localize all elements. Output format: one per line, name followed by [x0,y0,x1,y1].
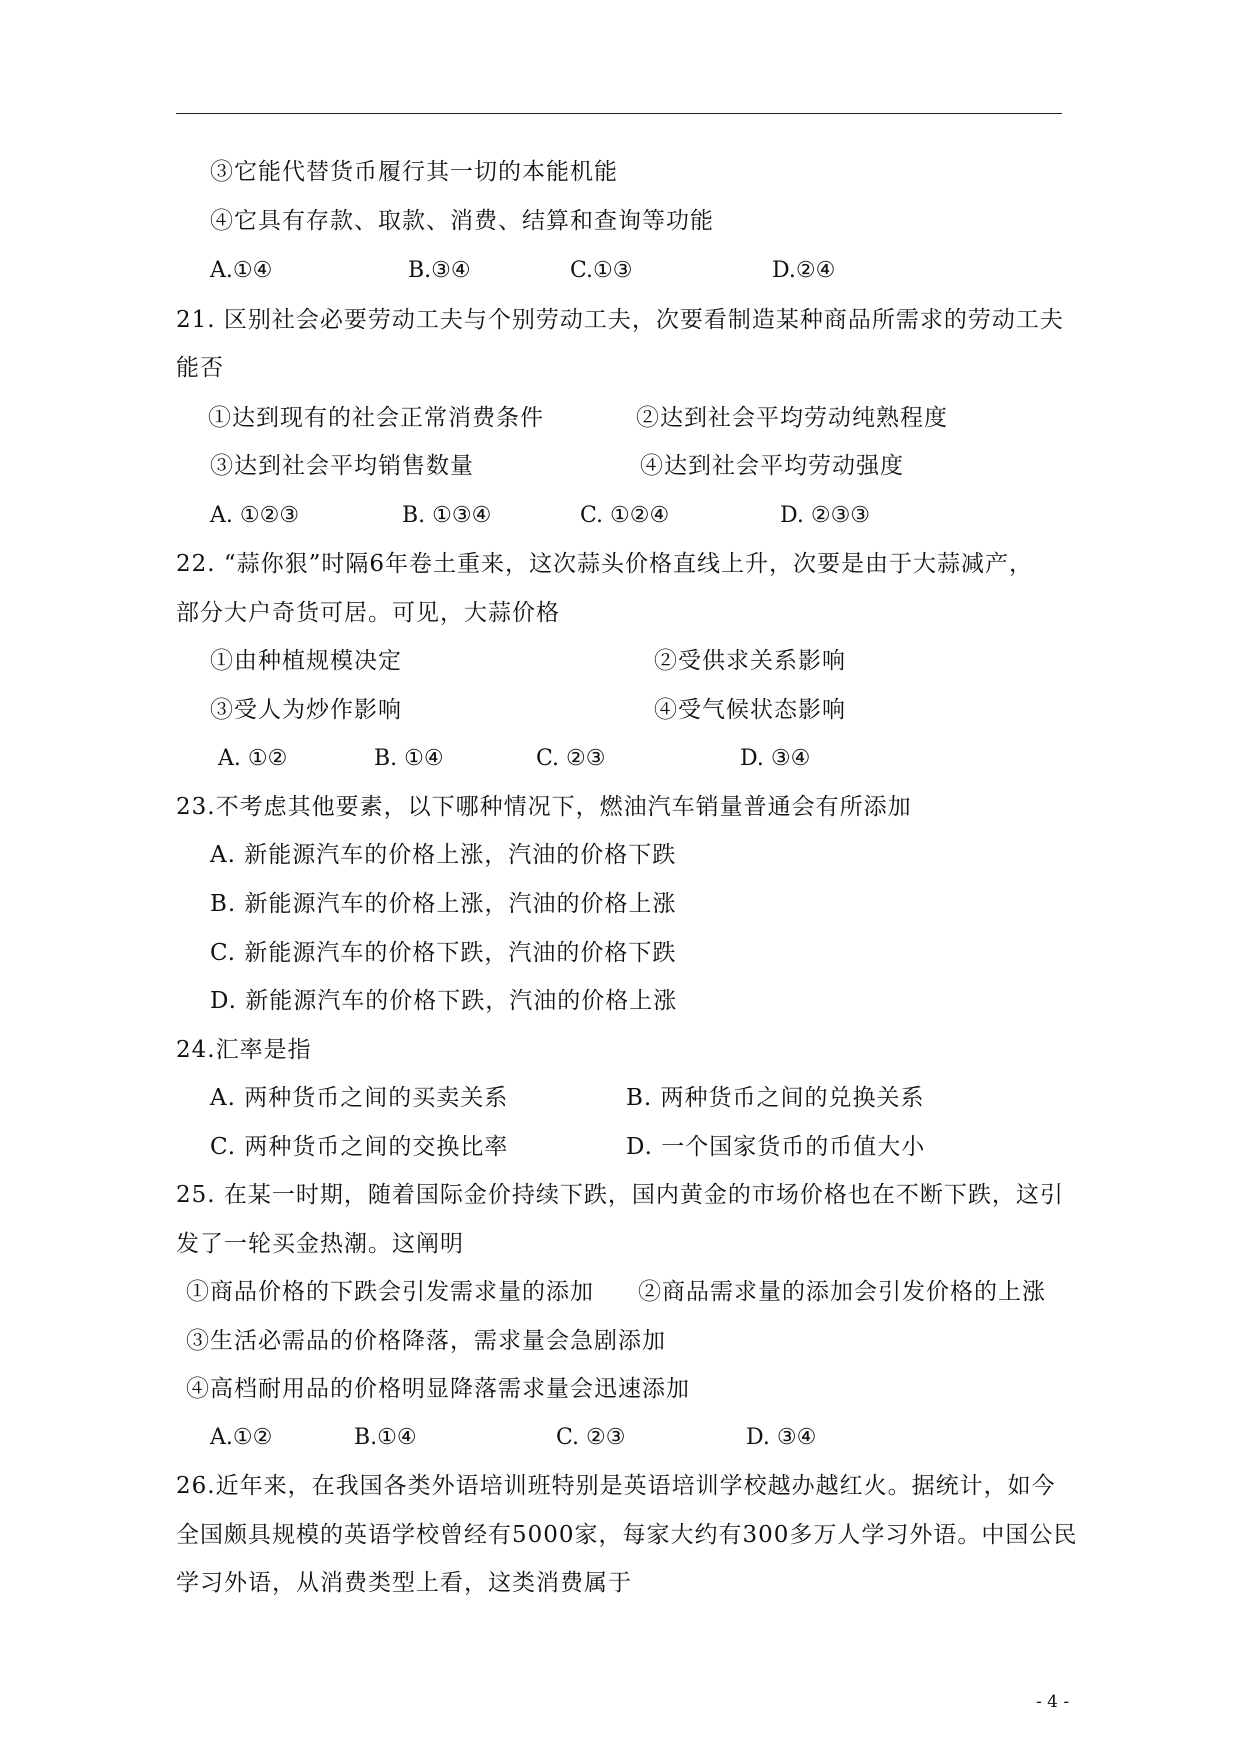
q22-stem-line-2: 部分大户奇货可居。可见，大蒜价格 [176,600,560,626]
q21-option-d: D. ②③③ [780,503,871,528]
q20-option-c: C.①③ [570,258,633,283]
q20-option-b: B.③④ [408,258,471,283]
q22-option-b: B. ①④ [374,746,444,771]
q20-item-4: ④它具有存款、取款、消费、结算和查询等功能 [210,208,714,234]
q20-option-a: A.①④ [210,258,273,283]
q24-option-c: C. 两种货币之间的交换比率 [210,1134,509,1160]
q24-stem: 24.汇率是指 [176,1037,312,1063]
header-rule [176,113,1062,114]
q25-option-a: A.①② [210,1425,273,1450]
q22-option-c: C. ②③ [536,746,606,771]
q22-item-4: ④受气候状态影响 [654,697,846,723]
q26-stem-line-3: 学习外语，从消费类型上看，这类消费属于 [176,1570,632,1596]
q21-option-b: B. ①③④ [402,503,492,528]
q24-option-d: D. 一个国家货币的币值大小 [626,1134,926,1160]
q21-option-c: C. ①②④ [580,503,670,528]
q22-item-3: ③受人为炒作影响 [210,697,402,723]
q21-item-3: ③达到社会平均销售数量 [210,453,474,479]
q26-stem-line-2: 全国颇具规模的英语学校曾经有5000家，每家大约有300多万人学习外语。中国公民 [176,1522,1078,1548]
q21-option-a: A. ①②③ [210,503,300,528]
q20-item-3: ③它能代替货币履行其一切的本能机能 [210,159,618,185]
page-number: - 4 - [1036,1692,1070,1712]
q25-option-d: D. ③④ [746,1425,817,1450]
q22-option-d: D. ③④ [740,746,811,771]
q23-stem: 23.不考虑其他要素，以下哪种情况下，燃油汽车销量普通会有所添加 [176,794,912,820]
q21-item-4: ④达到社会平均劳动强度 [640,453,904,479]
q25-item-4: ④高档耐用品的价格明显降落需求量会迅速添加 [186,1376,690,1402]
q22-item-2: ②受供求关系影响 [654,648,846,674]
q24-option-a: A. 两种货币之间的买卖关系 [210,1085,509,1111]
q20-option-d: D.②④ [772,258,836,283]
q25-item-1: ①商品价格的下跌会引发需求量的添加 [186,1279,594,1305]
q23-option-b: B. 新能源汽车的价格上涨，汽油的价格上涨 [210,891,677,917]
q25-option-b: B.①④ [354,1425,417,1450]
q26-stem-line-1: 26.近年来，在我国各类外语培训班特别是英语培训学校越办越红火。据统计，如今 [176,1473,1056,1499]
q25-item-3: ③生活必需品的价格降落，需求量会急剧添加 [186,1328,666,1354]
q23-option-c: C. 新能源汽车的价格下跌，汽油的价格下跌 [210,940,677,966]
q25-item-2: ②商品需求量的添加会引发价格的上涨 [638,1279,1046,1305]
q22-item-1: ①由种植规模决定 [210,648,402,674]
q25-stem-line-2: 发了一轮买金热潮。这阐明 [176,1231,464,1257]
q21-stem-line-1: 21. 区别社会必要劳动工夫与个别劳动工夫，次要看制造某种商品所需求的劳动工夫 [176,307,1064,333]
q23-option-a: A. 新能源汽车的价格上涨，汽油的价格下跌 [210,842,677,868]
q23-option-d: D. 新能源汽车的价格下跌，汽油的价格上涨 [210,988,678,1014]
q22-stem-line-1: 22. “蒜你狠”时隔6年卷土重来，这次蒜头价格直线上升，次要是由于大蒜减产， [176,551,1034,577]
q25-stem-line-1: 25. 在某一时期，随着国际金价持续下跌，国内黄金的市场价格也在不断下跌，这引 [176,1182,1064,1208]
q21-item-2: ②达到社会平均劳动纯熟程度 [636,405,948,431]
q24-option-b: B. 两种货币之间的兑换关系 [626,1085,925,1111]
q22-option-a: A. ①② [218,746,288,771]
q25-option-c: C. ②③ [556,1425,626,1450]
q21-stem-line-2: 能否 [176,355,224,381]
q21-item-1: ①达到现有的社会正常消费条件 [208,405,544,431]
